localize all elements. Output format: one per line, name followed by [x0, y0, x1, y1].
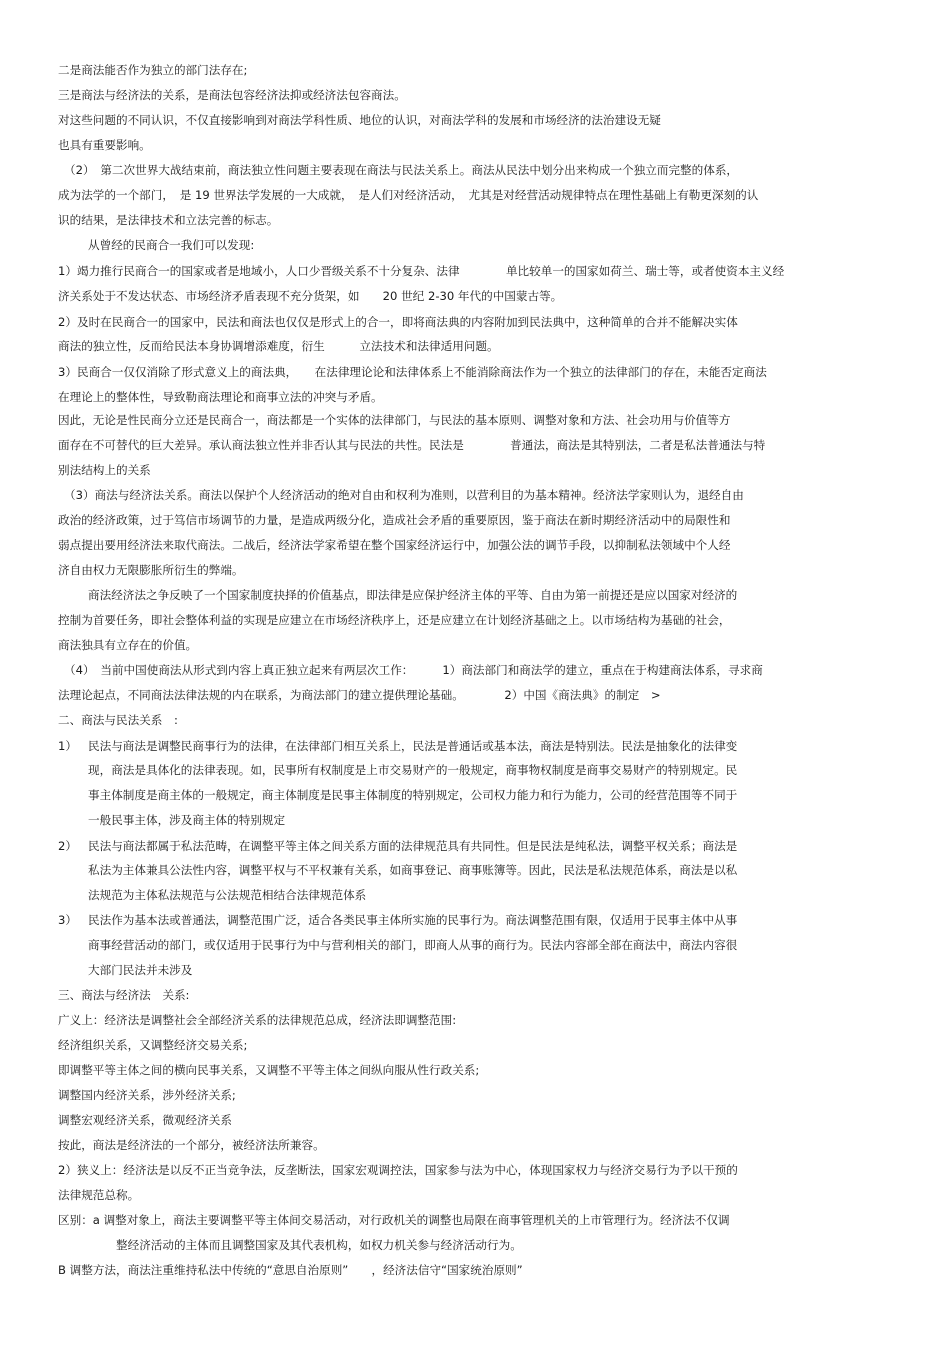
- text-line: 法理论起点，不同商法法律法规的内在联系，为商法部门的建立提供理论基础。 2）中国《商法典》的制定 >: [58, 688, 661, 702]
- text-line: （4） 当前中国使商法从形式到内容上真正独立起来有两层次工作： 1）商法部门和商法学的建立，重点在于构建商法体系，寻求商: [64, 663, 763, 677]
- text-line: 调整国内经济关系，涉外经济关系;: [58, 1088, 236, 1102]
- text-line: 政治的经济政策，过于笃信市场调节的力量，是造成两级分化，造成社会矛盾的重要原因，鉴于商法在新时期经济活动中的局限性和: [58, 513, 731, 527]
- text-line: 大部门民法并未涉及: [88, 963, 193, 977]
- list-number: 1）: [58, 739, 77, 753]
- text-line: 商事经营活动的部门，或仅适用于民事行为中与营利相关的部门，即商人从事的商行为。民法内容部全部在商法中，商法内容很: [88, 938, 738, 952]
- text-line: 商法独具有立存在的价值。: [58, 638, 198, 652]
- text-line: 商法经济法之争反映了一个国家制度抉择的价值基点，即法律是应保护经济主体的平等、自由为第一前提还是应以国家对经济的: [88, 588, 738, 602]
- text-line: 弱点提出要用经济法来取代商法。二战后，经济法学家希望在整个国家经济运行中，加强公法的调节手段，以抑制私法领域中个人经: [58, 538, 731, 552]
- text-line: 广义上：经济法是调整社会全部经济关系的法律规范总成，经济法即调整范围:: [58, 1013, 457, 1027]
- text-line: 1）竭力推行民商合一的国家或者是地域小，人口少晋级关系不十分复杂、法律 单比较单一的国家如荷兰、瑞士等，或者使资本主义经: [58, 264, 785, 278]
- text-line: 商法的独立性，反而给民法本身协调增添难度，衍生 立法技术和法律适用问题。: [58, 339, 499, 353]
- text-line: 法律规范总称。: [58, 1188, 140, 1202]
- section-heading: 二、商法与民法关系 :: [58, 713, 178, 727]
- text-line: 成为法学的一个部门， 是 19 世界法学发展的一大成就， 是人们对经济活动， 尤其是对经营活动规律特点在理性基础上有勒更深刻的认: [58, 188, 759, 202]
- text-line: 私法为主体兼具公法性内容，调整平权与不平权兼有关系，如商事登记、商事账簿等。因此，民法是私法规范体系，商法是以私: [88, 863, 738, 877]
- text-line: 事主体制度是商主体的一般规定，商主体制度是民事主体制度的特别规定，公司权力能力和行为能力，公司的经营范围等不同于: [88, 788, 738, 802]
- text-line: 面存在不可替代的巨大差异。承认商法独立性并非否认其与民法的共性。民法是 普通法，商法是其特别法，二者是私法普通法与特: [58, 438, 766, 452]
- text-line: 民法作为基本法或普通法，调整范围广泛，适合各类民事主体所实施的民事行为。商法调整范围有限，仅适用于民事主体中从事: [88, 913, 738, 927]
- text-line: B 调整方法，商法注重维持私法中传统的“意思自治原则” ，经济法信守“国家统治原则”: [58, 1263, 523, 1277]
- text-line: 三是商法与经济法的关系，是商法包容经济法抑或经济法包容商法。: [58, 88, 406, 102]
- text-line: 即调整平等主体之间的横向民事关系，又调整不平等主体之间纵向服从性行政关系;: [58, 1063, 480, 1077]
- text-line: 区别：a 调整对象上，商法主要调整平等主体间交易活动，对行政机关的调整也局限在商事管理机关的上市管理行为。经济法不仅调: [58, 1213, 730, 1227]
- text-line: 控制为首要任务，即社会整体利益的实现是应建立在市场经济秩序上，还是应建立在计划经济基础之上。以市场结构为基础的社会，: [58, 613, 731, 627]
- text-line: 一般民事主体，涉及商主体的特别规定: [88, 813, 286, 827]
- text-line: （3）商法与经济法关系。商法以保护个人经济活动的绝对自由和权利为准则，以营利目的为基本精神。经济法学家则认为，退经自由: [64, 488, 744, 502]
- text-line: 民法与商法是调整民商事行为的法律，在法律部门相互关系上，民法是普通话或基本法，商法是特别法。民法是抽象化的法律变: [88, 739, 738, 753]
- text-line: 整经济活动的主体而且调整国家及其代表机构，如权力机关参与经济活动行为。: [116, 1238, 522, 1252]
- section-heading: 三、商法与经济法 关系:: [58, 988, 190, 1002]
- text-line: 别法结构上的关系: [58, 463, 151, 477]
- text-line: 也具有重要影响。: [58, 138, 151, 152]
- text-line: （2） 第二次世界大战结束前，商法独立性问题主要表现在商法与民法关系上。商法从民法中划分出来构成一个独立而完整的体系，: [64, 163, 739, 177]
- text-line: 调整宏观经济关系，微观经济关系: [58, 1113, 232, 1127]
- text-line: 法规范为主体私法规范与公法规范相结合法律规范体系: [88, 888, 367, 902]
- list-number: 2）: [58, 839, 77, 853]
- text-line: 2）狭义上：经济法是以反不正当竞争法，反垄断法，国家宏观调控法，国家参与法为中心，体现国家权力与经济交易行为予以干预的: [58, 1163, 738, 1177]
- text-line: 因此，无论是性民商分立还是民商合一，商法都是一个实体的法律部门，与民法的基本原则、调整对象和方法、社会功用与价值等方: [58, 413, 731, 427]
- text-line: 在理论上的整体性，导致勒商法理论和商事立法的冲突与矛盾。: [58, 390, 383, 404]
- text-line: 现，商法是具体化的法律表现。如，民事所有权制度是上市交易财产的一般规定，商事物权制度是商事交易财产的特别规定。民: [88, 763, 738, 777]
- text-line: 2）及时在民商合一的国家中，民法和商法也仅仅是形式上的合一，即将商法典的内容附加到民法典中，这种简单的合并不能解决实体: [58, 315, 738, 329]
- text-line: 对这些问题的不同认识，不仅直接影响到对商法学科性质、地位的认识，对商法学科的发展和市场经济的法治建设无疑: [58, 113, 661, 127]
- text-line: 济自由权力无限膨胀所衍生的弊端。: [58, 563, 244, 577]
- text-line: 3）民商合一仅仅消除了形式意义上的商法典， 在法律理论论和法律体系上不能消除商法作为一个独立的法律部门的存在，未能否定商法: [58, 365, 767, 379]
- text-line: 识的结果，是法律技术和立法完善的标志。: [58, 213, 279, 227]
- list-number: 3）: [58, 913, 77, 927]
- text-line: 经济组织关系，又调整经济交易关系;: [58, 1038, 248, 1052]
- text-line: 按此，商法是经济法的一个部分，被经济法所兼容。: [58, 1138, 325, 1152]
- text-line: 民法与商法都属于私法范畴，在调整平等主体之间关系方面的法律规范具有共同性。但是民法是纯私法，调整平权关系；商法是: [88, 839, 738, 853]
- text-line: 济关系处于不发达状态、市场经济矛盾表现不充分货架，如 20 世纪 2-30 年代的中国蒙古等。: [58, 289, 563, 303]
- text-line: 二是商法能否作为独立的部门法存在;: [58, 63, 248, 77]
- text-line: 从曾经的民商合一我们可以发现:: [88, 238, 255, 252]
